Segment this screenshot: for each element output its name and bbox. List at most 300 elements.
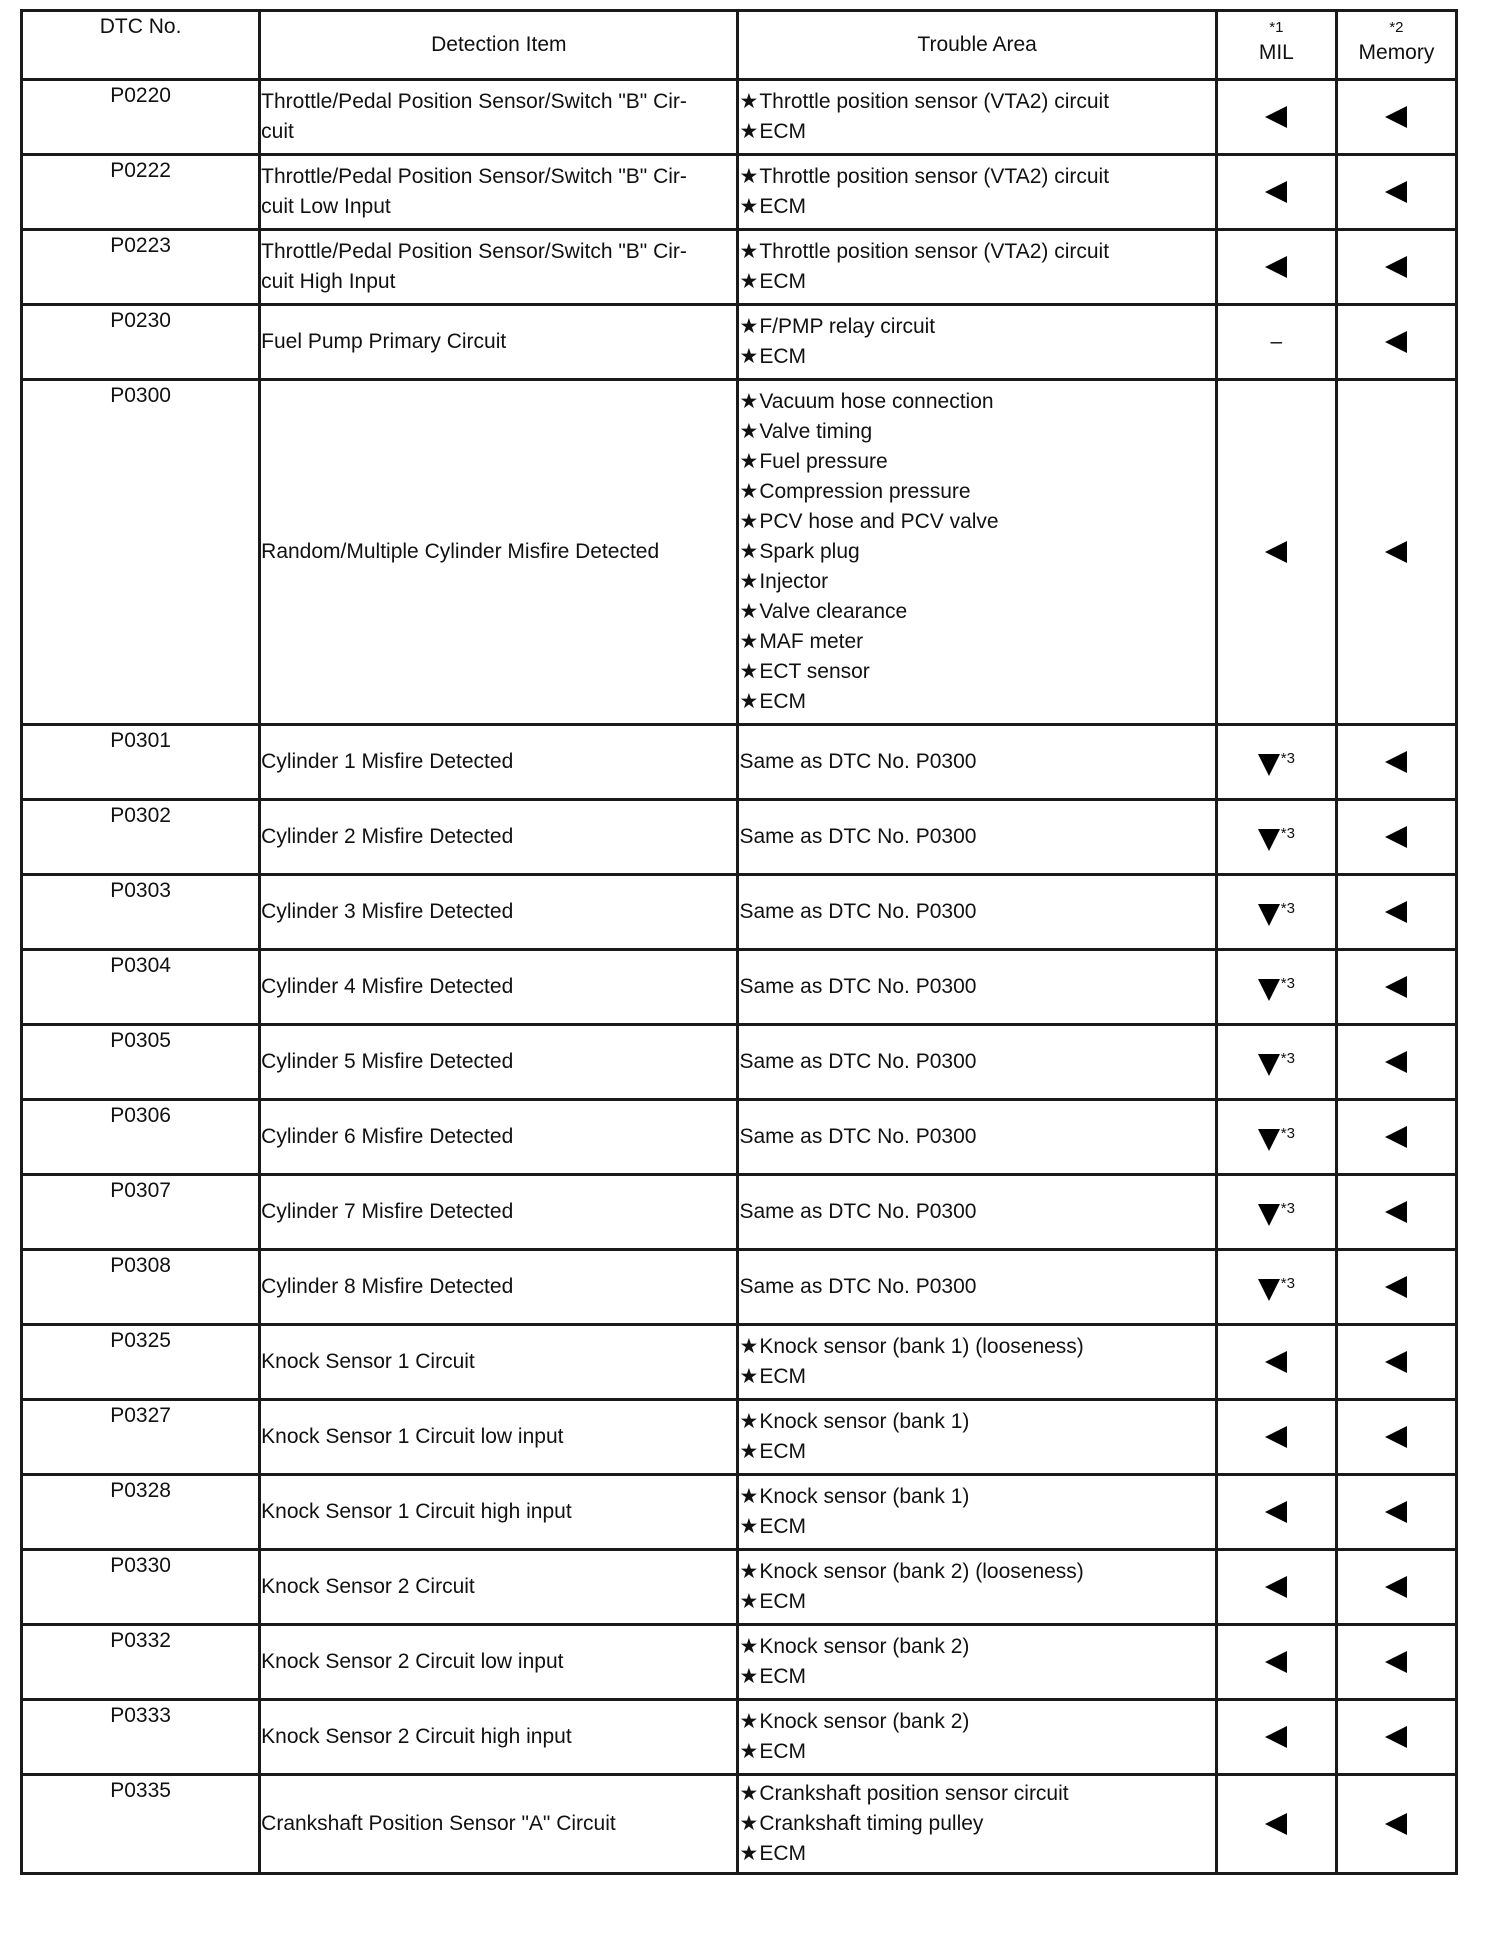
left-triangle-icon <box>1385 1501 1407 1523</box>
memory-cell <box>1336 1100 1456 1175</box>
trouble-area-line <box>739 657 1214 687</box>
mil-cell <box>1216 305 1336 380</box>
table-row <box>22 80 1457 155</box>
left-triangle-icon <box>1265 1426 1287 1448</box>
mil-cell <box>1216 1700 1336 1775</box>
dtc-number: P0328 <box>22 1475 260 1550</box>
detection-item <box>260 305 738 380</box>
left-triangle-icon <box>1265 106 1287 128</box>
header-mil <box>1216 11 1336 80</box>
detection-item <box>260 1625 738 1700</box>
star-icon: ★ <box>739 1710 759 1733</box>
star-icon: ★ <box>739 1440 759 1463</box>
trouble-area-line <box>739 117 1214 147</box>
detection-item <box>260 230 738 305</box>
star-icon: ★ <box>739 630 759 653</box>
star-icon: ★ <box>739 1842 759 1865</box>
dtc-number: P0301 <box>22 725 260 800</box>
left-triangle-icon <box>1385 1126 1407 1148</box>
dtc-number: P0308 <box>22 1250 260 1325</box>
left-triangle-icon <box>1265 1576 1287 1598</box>
table-row <box>22 725 1457 800</box>
star-icon: ★ <box>739 450 759 473</box>
trouble-area-line <box>739 567 1214 597</box>
left-triangle-icon <box>1385 1351 1407 1373</box>
dtc-number: P0230 <box>22 305 260 380</box>
trouble-area-line <box>739 1662 1214 1692</box>
down-triangle-icon <box>1258 754 1280 776</box>
trouble-area-text: ECM <box>759 1740 806 1763</box>
left-triangle-icon <box>1385 1726 1407 1748</box>
detection-item-line: cuit Low Input <box>261 195 391 218</box>
detection-item <box>260 1400 738 1475</box>
left-triangle-icon <box>1265 541 1287 563</box>
memory-cell <box>1336 1550 1456 1625</box>
left-triangle-icon <box>1385 1276 1407 1298</box>
dtc-number: P0335 <box>22 1775 260 1874</box>
detection-item-line: Fuel Pump Primary Circuit <box>261 330 507 353</box>
star-icon: ★ <box>739 600 759 623</box>
trouble-area-text: Same as DTC No. P0300 <box>739 825 977 848</box>
trouble-area-line <box>739 387 1214 417</box>
star-icon: ★ <box>739 240 759 263</box>
detection-item-line: Knock Sensor 2 Circuit <box>261 1575 475 1598</box>
detection-item-line: cuit High Input <box>261 270 396 293</box>
dtc-number: P0302 <box>22 800 260 875</box>
left-triangle-icon <box>1265 1726 1287 1748</box>
mil-cell <box>1216 155 1336 230</box>
dtc-table <box>20 9 1458 1875</box>
trouble-area-text: Crankshaft position sensor circuit <box>759 1782 1069 1805</box>
trouble-area-line <box>739 1512 1214 1542</box>
header-memory-mark: *2 <box>1389 19 1404 36</box>
detection-item <box>260 1475 738 1550</box>
trouble-area <box>738 1175 1216 1250</box>
trouble-area <box>738 950 1216 1025</box>
dtc-number: P0223 <box>22 230 260 305</box>
star-icon: ★ <box>739 540 759 563</box>
memory-cell <box>1336 1325 1456 1400</box>
detection-item-line: Knock Sensor 2 Circuit low input <box>261 1650 564 1673</box>
dtc-number: P0220 <box>22 80 260 155</box>
trouble-area <box>738 725 1216 800</box>
dtc-number: P0303 <box>22 875 260 950</box>
mil-cell <box>1216 1175 1336 1250</box>
trouble-area-text: MAF meter <box>759 630 864 653</box>
detection-item-line: Cylinder 7 Misfire Detected <box>261 1200 514 1223</box>
detection-item <box>260 155 738 230</box>
table-row <box>22 1625 1457 1700</box>
trouble-area <box>738 80 1216 155</box>
mil-cell <box>1216 1100 1336 1175</box>
mil-note-mark: *3 <box>1280 1275 1295 1292</box>
header-detection-item: Detection Item <box>260 11 738 80</box>
table-row <box>22 1250 1457 1325</box>
down-triangle-icon <box>1258 979 1280 1001</box>
left-triangle-icon <box>1385 976 1407 998</box>
memory-cell <box>1336 725 1456 800</box>
trouble-area-text: Valve timing <box>759 420 873 443</box>
table-row <box>22 1475 1457 1550</box>
dtc-number: P0305 <box>22 1025 260 1100</box>
detection-item-line: Throttle/Pedal Position Sensor/Switch "B" Cir- <box>261 240 687 263</box>
trouble-area-line <box>739 162 1214 192</box>
detection-item <box>260 1550 738 1625</box>
memory-cell <box>1336 1250 1456 1325</box>
trouble-area-text: ECM <box>759 1440 806 1463</box>
dtc-number: P0327 <box>22 1400 260 1475</box>
left-triangle-icon <box>1385 181 1407 203</box>
star-icon: ★ <box>739 1665 759 1688</box>
dash-mark: – <box>1270 330 1283 353</box>
table-row <box>22 155 1457 230</box>
dtc-number: P0307 <box>22 1175 260 1250</box>
left-triangle-icon <box>1385 901 1407 923</box>
mil-note-mark: *3 <box>1280 825 1295 842</box>
trouble-area-text: Fuel pressure <box>759 450 888 473</box>
dtc-number: P0333 <box>22 1700 260 1775</box>
trouble-area <box>738 1100 1216 1175</box>
left-triangle-icon <box>1385 1576 1407 1598</box>
mil-note-mark: *3 <box>1280 900 1295 917</box>
left-triangle-icon <box>1265 1501 1287 1523</box>
detection-item-line: Knock Sensor 1 Circuit low input <box>261 1425 564 1448</box>
detection-item-line: Cylinder 6 Misfire Detected <box>261 1125 514 1148</box>
down-triangle-icon <box>1258 829 1280 851</box>
left-triangle-icon <box>1385 1051 1407 1073</box>
memory-cell <box>1336 1175 1456 1250</box>
detection-item-line: Knock Sensor 1 Circuit <box>261 1350 475 1373</box>
down-triangle-icon <box>1258 904 1280 926</box>
star-icon: ★ <box>739 1635 759 1658</box>
trouble-area-text: Knock sensor (bank 1) <box>759 1410 970 1433</box>
mil-note-mark: *3 <box>1280 1200 1295 1217</box>
header-memory <box>1336 11 1456 80</box>
trouble-area-line <box>739 1632 1214 1662</box>
table-row <box>22 305 1457 380</box>
down-triangle-icon <box>1258 1279 1280 1301</box>
left-triangle-icon <box>1385 826 1407 848</box>
detection-item-line: Cylinder 4 Misfire Detected <box>261 975 514 998</box>
trouble-area-line <box>739 417 1214 447</box>
star-icon: ★ <box>739 510 759 533</box>
trouble-area-line <box>739 1557 1214 1587</box>
left-triangle-icon <box>1385 331 1407 353</box>
trouble-area-text: ECT sensor <box>759 660 870 683</box>
star-icon: ★ <box>739 1740 759 1763</box>
left-triangle-icon <box>1265 1813 1287 1835</box>
table-row <box>22 1550 1457 1625</box>
detection-item <box>260 1100 738 1175</box>
table-row <box>22 1025 1457 1100</box>
trouble-area-text: ECM <box>759 345 806 368</box>
star-icon: ★ <box>739 660 759 683</box>
star-icon: ★ <box>739 120 759 143</box>
detection-item-line: Knock Sensor 1 Circuit high input <box>261 1500 572 1523</box>
mil-cell <box>1216 1400 1336 1475</box>
header-dtc-no: DTC No. <box>22 11 260 80</box>
detection-item <box>260 950 738 1025</box>
header-mil-label: MIL <box>1258 41 1294 64</box>
memory-cell <box>1336 305 1456 380</box>
trouble-area <box>738 1550 1216 1625</box>
dtc-number: P0306 <box>22 1100 260 1175</box>
mil-cell <box>1216 1775 1336 1874</box>
trouble-area-text: Crankshaft timing pulley <box>759 1812 984 1835</box>
star-icon: ★ <box>739 1590 759 1613</box>
left-triangle-icon <box>1385 1426 1407 1448</box>
memory-cell <box>1336 800 1456 875</box>
trouble-area-text: Vacuum hose connection <box>759 390 994 413</box>
left-triangle-icon <box>1385 541 1407 563</box>
down-triangle-icon <box>1258 1129 1280 1151</box>
trouble-area <box>738 155 1216 230</box>
trouble-area-text: Same as DTC No. P0300 <box>739 1200 977 1223</box>
trouble-area-text: PCV hose and PCV valve <box>759 510 999 533</box>
detection-item <box>260 800 738 875</box>
memory-cell <box>1336 1625 1456 1700</box>
trouble-area-line <box>739 1407 1214 1437</box>
trouble-area-text: Injector <box>759 570 829 593</box>
dtc-number: P0300 <box>22 380 260 725</box>
mil-cell <box>1216 800 1336 875</box>
trouble-area-text: ECM <box>759 1515 806 1538</box>
star-icon: ★ <box>739 315 759 338</box>
trouble-area <box>738 1475 1216 1550</box>
left-triangle-icon <box>1265 1651 1287 1673</box>
trouble-area-text: Same as DTC No. P0300 <box>739 975 977 998</box>
trouble-area-text: ECM <box>759 120 806 143</box>
dtc-number: P0304 <box>22 950 260 1025</box>
memory-cell <box>1336 950 1456 1025</box>
detection-item-line: Cylinder 5 Misfire Detected <box>261 1050 514 1073</box>
trouble-area-text: Knock sensor (bank 2) <box>759 1635 970 1658</box>
left-triangle-icon <box>1385 256 1407 278</box>
trouble-area-text: Knock sensor (bank 2) (looseness) <box>759 1560 1084 1583</box>
star-icon: ★ <box>739 1560 759 1583</box>
trouble-area-text: Same as DTC No. P0300 <box>739 900 977 923</box>
trouble-area-line <box>739 1779 1214 1809</box>
table-row <box>22 1175 1457 1250</box>
down-triangle-icon <box>1258 1054 1280 1076</box>
trouble-area <box>738 1400 1216 1475</box>
detection-item-line: Cylinder 8 Misfire Detected <box>261 1275 514 1298</box>
left-triangle-icon <box>1385 1813 1407 1835</box>
star-icon: ★ <box>739 390 759 413</box>
trouble-area <box>738 1325 1216 1400</box>
trouble-area <box>738 1025 1216 1100</box>
detection-item-line: Random/Multiple Cylinder Misfire Detected <box>261 540 660 563</box>
detection-item <box>260 1025 738 1100</box>
trouble-area-line <box>739 1707 1214 1737</box>
memory-cell <box>1336 1700 1456 1775</box>
table-row <box>22 800 1457 875</box>
table-body <box>22 80 1457 1874</box>
memory-cell <box>1336 380 1456 725</box>
table-row <box>22 380 1457 725</box>
trouble-area-line <box>739 597 1214 627</box>
detection-item-line: Cylinder 2 Misfire Detected <box>261 825 514 848</box>
detection-item <box>260 1175 738 1250</box>
dtc-number: P0222 <box>22 155 260 230</box>
star-icon: ★ <box>739 90 759 113</box>
detection-item-line: Cylinder 1 Misfire Detected <box>261 750 514 773</box>
mil-note-mark: *3 <box>1280 975 1295 992</box>
trouble-area <box>738 305 1216 380</box>
detection-item-line: Crankshaft Position Sensor "A" Circuit <box>261 1812 616 1835</box>
down-triangle-icon <box>1258 1204 1280 1226</box>
detection-item <box>260 1700 738 1775</box>
star-icon: ★ <box>739 270 759 293</box>
trouble-area-line <box>739 687 1214 717</box>
trouble-area-line <box>739 477 1214 507</box>
memory-cell <box>1336 230 1456 305</box>
mil-note-mark: *3 <box>1280 1125 1295 1142</box>
trouble-area-text: Knock sensor (bank 1) (looseness) <box>759 1335 1084 1358</box>
trouble-area-text: Throttle position sensor (VTA2) circuit <box>759 165 1110 188</box>
detection-item-line: Throttle/Pedal Position Sensor/Switch "B" Cir- <box>261 90 687 113</box>
trouble-area-line <box>739 1587 1214 1617</box>
left-triangle-icon <box>1265 1351 1287 1373</box>
left-triangle-icon <box>1385 1201 1407 1223</box>
star-icon: ★ <box>739 345 759 368</box>
star-icon: ★ <box>739 195 759 218</box>
trouble-area-text: Knock sensor (bank 2) <box>759 1710 970 1733</box>
detection-item <box>260 875 738 950</box>
left-triangle-icon <box>1265 256 1287 278</box>
dtc-number: P0325 <box>22 1325 260 1400</box>
trouble-area-line <box>739 342 1214 372</box>
table-row <box>22 950 1457 1025</box>
trouble-area-line <box>739 627 1214 657</box>
left-triangle-icon <box>1385 1651 1407 1673</box>
trouble-area-text: F/PMP relay circuit <box>759 315 936 338</box>
detection-item <box>260 1250 738 1325</box>
dtc-number: P0332 <box>22 1625 260 1700</box>
mil-cell <box>1216 1025 1336 1100</box>
trouble-area-text: Throttle position sensor (VTA2) circuit <box>759 90 1110 113</box>
mil-cell <box>1216 80 1336 155</box>
trouble-area-line <box>739 192 1214 222</box>
table-header-row <box>22 11 1457 80</box>
table-row <box>22 1700 1457 1775</box>
trouble-area-line <box>739 537 1214 567</box>
header-trouble-area: Trouble Area <box>738 11 1216 80</box>
trouble-area-line <box>739 1839 1214 1869</box>
mil-cell <box>1216 950 1336 1025</box>
mil-cell <box>1216 1550 1336 1625</box>
star-icon: ★ <box>739 1515 759 1538</box>
header-memory-label: Memory <box>1358 41 1435 64</box>
detection-item-line: Cylinder 3 Misfire Detected <box>261 900 514 923</box>
trouble-area-line <box>739 1482 1214 1512</box>
trouble-area <box>738 1700 1216 1775</box>
star-icon: ★ <box>739 165 759 188</box>
mil-cell <box>1216 230 1336 305</box>
trouble-area-line <box>739 267 1214 297</box>
trouble-area-line <box>739 1809 1214 1839</box>
trouble-area <box>738 230 1216 305</box>
star-icon: ★ <box>739 1365 759 1388</box>
trouble-area-text: Valve clearance <box>759 600 908 623</box>
trouble-area-text: ECM <box>759 1665 806 1688</box>
trouble-area-text: Spark plug <box>759 540 860 563</box>
star-icon: ★ <box>739 1812 759 1835</box>
mil-cell <box>1216 380 1336 725</box>
trouble-area-text: Compression pressure <box>759 480 971 503</box>
trouble-area-line <box>739 1362 1214 1392</box>
trouble-area <box>738 800 1216 875</box>
star-icon: ★ <box>739 1410 759 1433</box>
detection-item-line: cuit <box>261 120 294 143</box>
trouble-area-line <box>739 1332 1214 1362</box>
trouble-area-line <box>739 507 1214 537</box>
mil-cell <box>1216 1475 1336 1550</box>
memory-cell <box>1336 155 1456 230</box>
trouble-area-line <box>739 237 1214 267</box>
trouble-area-line <box>739 87 1214 117</box>
star-icon: ★ <box>739 1335 759 1358</box>
detection-item <box>260 80 738 155</box>
dtc-number: P0330 <box>22 1550 260 1625</box>
detection-item <box>260 1775 738 1874</box>
star-icon: ★ <box>739 690 759 713</box>
mil-cell <box>1216 875 1336 950</box>
table-row <box>22 1400 1457 1475</box>
trouble-area-line <box>739 1737 1214 1767</box>
left-triangle-icon <box>1265 181 1287 203</box>
mil-cell <box>1216 725 1336 800</box>
table-row <box>22 1100 1457 1175</box>
trouble-area-text: Same as DTC No. P0300 <box>739 750 977 773</box>
trouble-area-line <box>739 1437 1214 1467</box>
mil-cell <box>1216 1250 1336 1325</box>
table-row <box>22 875 1457 950</box>
trouble-area <box>738 380 1216 725</box>
memory-cell <box>1336 1025 1456 1100</box>
mil-note-mark: *3 <box>1280 750 1295 767</box>
trouble-area-text: Same as DTC No. P0300 <box>739 1275 977 1298</box>
detection-item-line: Throttle/Pedal Position Sensor/Switch "B" Cir- <box>261 165 687 188</box>
trouble-area-text: ECM <box>759 1842 806 1865</box>
memory-cell <box>1336 80 1456 155</box>
star-icon: ★ <box>739 420 759 443</box>
memory-cell <box>1336 1400 1456 1475</box>
trouble-area-text: ECM <box>759 195 806 218</box>
table-row <box>22 1775 1457 1874</box>
star-icon: ★ <box>739 480 759 503</box>
trouble-area-text: ECM <box>759 1590 806 1613</box>
trouble-area-text: Knock sensor (bank 1) <box>759 1485 970 1508</box>
trouble-area-text: Same as DTC No. P0300 <box>739 1050 977 1073</box>
table-row <box>22 1325 1457 1400</box>
mil-cell <box>1216 1325 1336 1400</box>
trouble-area-text: ECM <box>759 1365 806 1388</box>
trouble-area <box>738 1250 1216 1325</box>
memory-cell <box>1336 1775 1456 1874</box>
memory-cell <box>1336 1475 1456 1550</box>
trouble-area <box>738 1625 1216 1700</box>
left-triangle-icon <box>1385 106 1407 128</box>
trouble-area-text: ECM <box>759 270 806 293</box>
trouble-area-text: Throttle position sensor (VTA2) circuit <box>759 240 1110 263</box>
trouble-area-line <box>739 312 1214 342</box>
trouble-area-text: ECM <box>759 690 806 713</box>
header-mil-mark: *1 <box>1269 19 1284 36</box>
memory-cell <box>1336 875 1456 950</box>
mil-cell <box>1216 1625 1336 1700</box>
left-triangle-icon <box>1385 751 1407 773</box>
